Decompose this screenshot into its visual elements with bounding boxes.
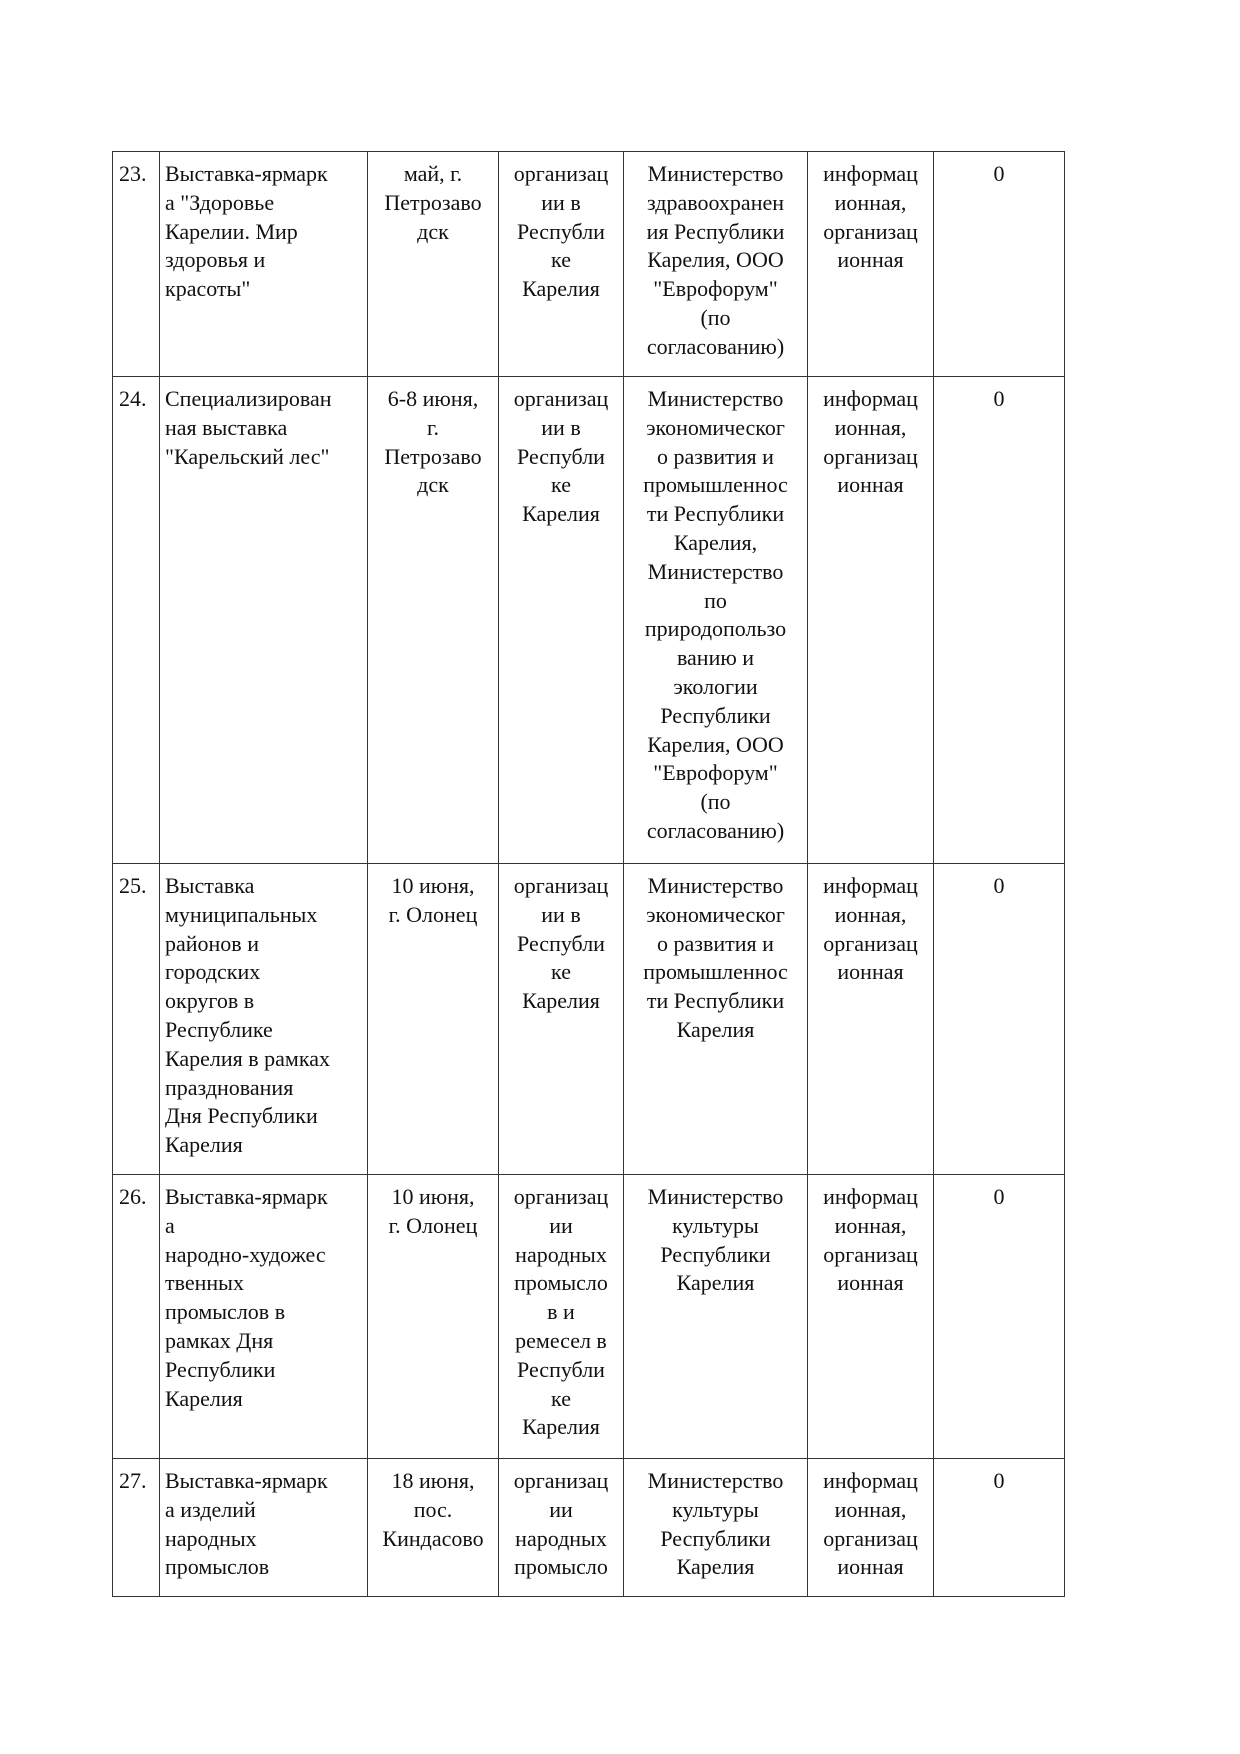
participants-cell: организац ии народных промысло (499, 1459, 624, 1597)
organizer-cell: Министерство культуры Республики Карелия (624, 1175, 808, 1459)
event-type-cell: информац ионная, организац ионная (808, 864, 934, 1175)
event-date-cell: 10 июня, г. Олонец (368, 1175, 499, 1459)
table-row (113, 377, 1065, 864)
table-row (113, 1459, 1065, 1597)
participants-cell: организац ии народных промысло в и ремесел в Республи ке Карелия (499, 1175, 624, 1459)
event-date-cell: 18 июня, пос. Киндасово (368, 1459, 499, 1597)
event-type-cell: информац ионная, организац ионная (808, 152, 934, 377)
event-name-cell: Выставка-ярмарк а "Здоровье Карелии. Мир здоровья и красоты" (160, 152, 368, 377)
participants-cell: организац ии в Республи ке Карелия (499, 864, 624, 1175)
event-name-cell: Выставка-ярмарк а народно-художес твенных промыслов в рамках Дня Республики Карелия (160, 1175, 368, 1459)
row-number-cell: 25. (113, 864, 160, 1175)
organizer-cell: Министерство здравоохранен ия Республики Карелия, ООО "Еврофорум" (по согласованию) (624, 152, 808, 377)
event-type-cell: информац ионная, организац ионная (808, 377, 934, 864)
event-type-cell: информац ионная, организац ионная (808, 1175, 934, 1459)
event-date-cell: май, г. Петрозаво дск (368, 152, 499, 377)
row-number-cell: 24. (113, 377, 160, 864)
table-row (113, 1175, 1065, 1459)
participants-cell: организац ии в Республи ке Карелия (499, 377, 624, 864)
row-number-cell: 27. (113, 1459, 160, 1597)
funding-value-cell: 0 (934, 152, 1065, 377)
event-type-cell: информац ионная, организац ионная (808, 1459, 934, 1597)
organizer-cell: Министерство культуры Республики Карелия (624, 1459, 808, 1597)
organizer-cell: Министерство экономическог о развития и промышленнос ти Республики Карелия, Министерство по природопользо ванию и экологии Республики Карелия, ООО "Еврофорум" (по согласованию) (624, 377, 808, 864)
table-row (113, 152, 1065, 377)
funding-value-cell: 0 (934, 1175, 1065, 1459)
events-table (112, 151, 1065, 1597)
event-name-cell: Специализирован ная выставка "Карельский лес" (160, 377, 368, 864)
event-date-cell: 10 июня, г. Олонец (368, 864, 499, 1175)
row-number-cell: 26. (113, 1175, 160, 1459)
event-name-cell: Выставка муниципальных районов и городских округов в Республике Карелия в рамках празднования Дня Республики Карелия (160, 864, 368, 1175)
funding-value-cell: 0 (934, 1459, 1065, 1597)
event-name-cell: Выставка-ярмарк а изделий народных промыслов (160, 1459, 368, 1597)
organizer-cell: Министерство экономическог о развития и промышленнос ти Республики Карелия (624, 864, 808, 1175)
event-date-cell: 6-8 июня, г. Петрозаво дск (368, 377, 499, 864)
row-number-cell: 23. (113, 152, 160, 377)
funding-value-cell: 0 (934, 377, 1065, 864)
funding-value-cell: 0 (934, 864, 1065, 1175)
participants-cell: организац ии в Республи ке Карелия (499, 152, 624, 377)
table-row (113, 864, 1065, 1175)
